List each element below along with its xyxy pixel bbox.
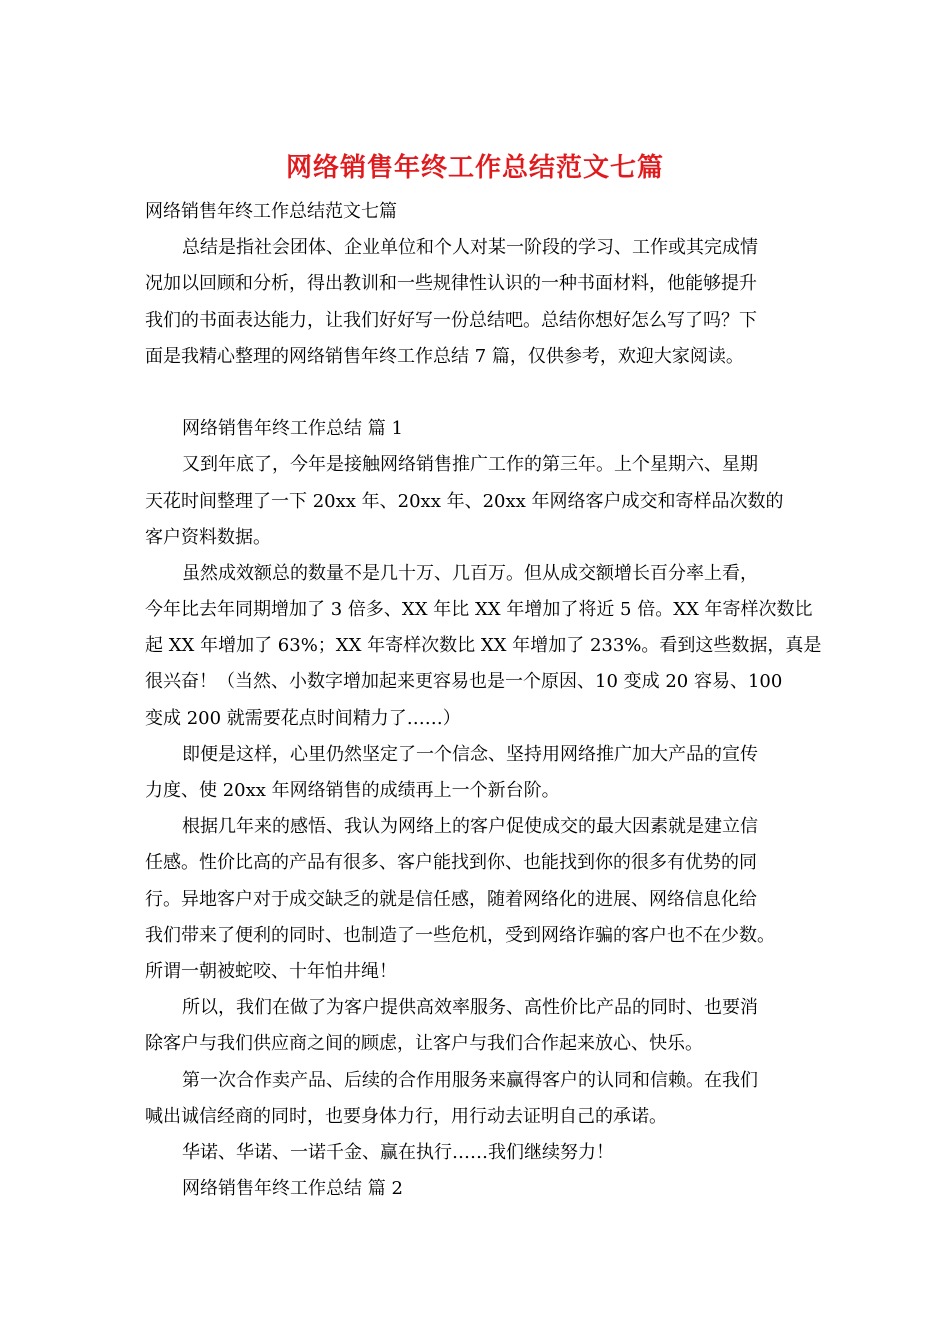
text-line: 网络销售年终工作总结范文七篇 xyxy=(145,201,397,222)
text-line: 第一次合作卖产品、后续的合作用服务来赢得客户的认同和信赖。在我们 xyxy=(182,1069,758,1091)
text-line: 总结是指社会团体、企业单位和个人对某一阶段的学习、工作或其完成情 xyxy=(182,237,758,259)
text-line: 华诺、华诺、一诺千金、赢在执行……我们继续努力！ xyxy=(182,1141,614,1163)
text-line: 今年比去年同期增加了 3 倍多、XX 年比 XX 年增加了将近 5 倍。XX 年寄样次数比 xyxy=(145,599,813,621)
text-line: 力度、使 20xx 年网络销售的成绩再上一个新台阶。 xyxy=(145,780,560,801)
document-title: 网络销售年终工作总结范文七篇 xyxy=(285,153,664,183)
text-line: 除客户与我们供应商之间的顾虑，让客户与我们合作起来放心、快乐。 xyxy=(145,1033,703,1055)
text-line: 所以，我们在做了为客户提供高效率服务、高性价比产品的同时、也要消 xyxy=(182,997,758,1019)
text-line: 很兴奋！（当然、小数字增加起来更容易也是一个原因、10 变成 20 容易、100 xyxy=(145,671,783,693)
document-body xyxy=(145,194,822,1207)
text-line: 况加以回顾和分析，得出教训和一些规律性认识的一种书面材料，他能够提升 xyxy=(145,273,757,295)
text-line: 虽然成效额总的数量不是几十万、几百万。但从成交额增长百分率上看， xyxy=(182,562,758,584)
text-line: 根据几年来的感悟、我认为网络上的客户促使成交的最大因素就是建立信 xyxy=(182,816,758,838)
text-line: 网络销售年终工作总结 篇 1 xyxy=(182,418,403,440)
text-line: 面是我精心整理的网络销售年终工作总结 7 篇，仅供参考，欢迎大家阅读。 xyxy=(145,345,744,367)
text-line: 客户资料数据。 xyxy=(145,526,271,548)
text-line: 起 XX 年增加了 63%；XX 年寄样次数比 XX 年增加了 233%。看到这些数据，真是 xyxy=(145,635,822,657)
blank-line xyxy=(145,375,813,411)
text-line: 变成 200 就需要花点时间精力了……） xyxy=(145,707,461,729)
text-line: 又到年底了，今年是接触网络销售推广工作的第三年。上个星期六、星期 xyxy=(182,454,758,476)
text-line: 网络销售年终工作总结 篇 2 xyxy=(182,1178,403,1200)
text-line: 喊出诚信经商的同时，也要身体力行，用行动去证明自己的承诺。 xyxy=(145,1105,667,1127)
text-line: 所谓一朝被蛇咬、十年怕井绳！ xyxy=(145,960,397,982)
text-line: 行。异地客户对于成交缺乏的就是信任感，随着网络化的进展、网络信息化给 xyxy=(145,888,757,910)
text-line: 我们带来了便利的同时、也制造了一些危机，受到网络诈骗的客户也不在少数。 xyxy=(145,924,775,946)
text-line: 我们的书面表达能力，让我们好好写一份总结吧。总结你想好怎么写了吗？下 xyxy=(145,309,757,331)
text-line: 即便是这样，心里仍然坚定了一个信念、坚持用网络推广加大产品的宣传 xyxy=(182,743,758,765)
text-line: 任感。性价比高的产品有很多、客户能找到你、也能找到你的很多有优势的同 xyxy=(145,852,757,874)
text-line: 天花时间整理了一下 20xx 年、20xx 年、20xx 年网络客户成交和寄样品次数的 xyxy=(145,490,784,512)
